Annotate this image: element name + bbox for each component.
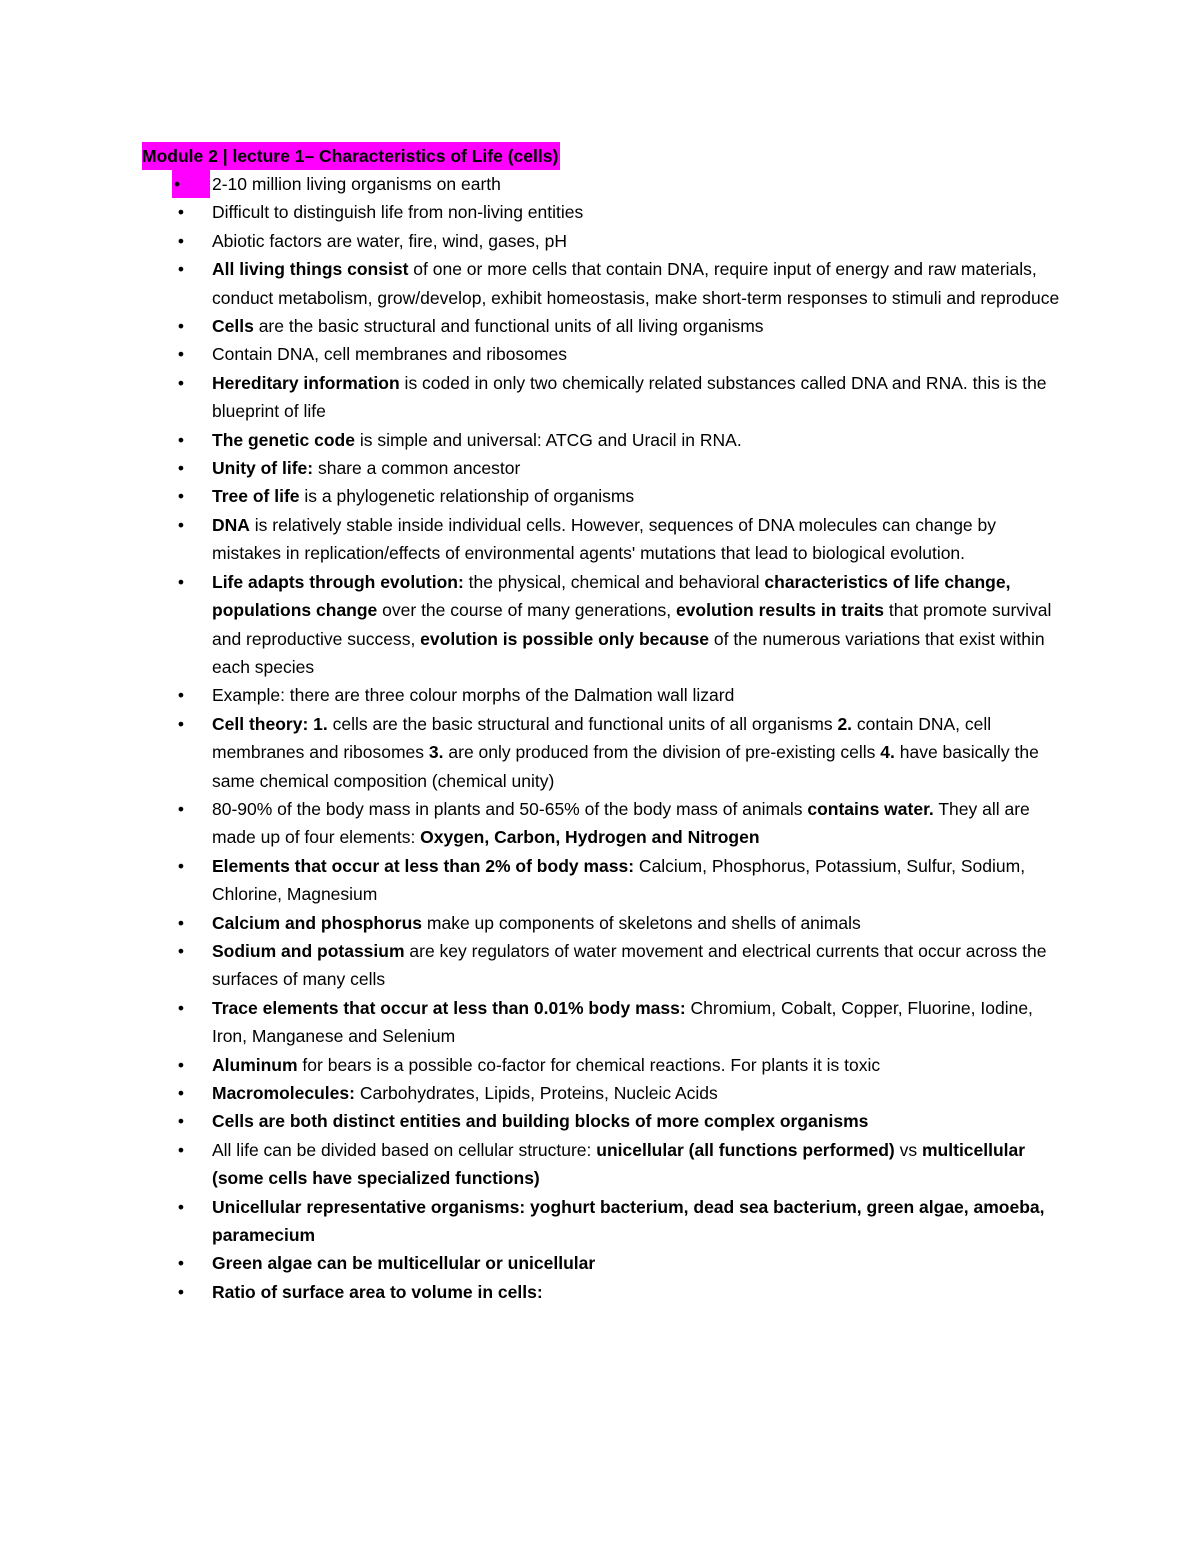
bold-text: multicellular (some cells have specialized functions) [212,1139,1026,1189]
list-item [142,170,1062,198]
list-item-text [212,941,1047,989]
text-segment: cells are the basic structural and functional units of all organisms [327,713,838,734]
text-segment: Contain DNA, cell membranes and ribosomes [212,344,568,365]
bold-text: Hereditary information [212,372,400,393]
list-item [142,795,1062,852]
text-segment: are the basic structural and functional units of all living organisms [253,316,764,337]
bold-text: Aluminum [212,1054,298,1075]
list-item [142,312,1062,340]
bullet-icon: • [177,1281,185,1302]
bullet-icon: • [177,316,185,337]
list-item [142,198,1062,226]
list-item [142,1136,1062,1193]
list-item [142,255,1062,312]
text-segment: Carbohydrates, Lipids, Proteins, Nucleic Acids [354,1083,718,1103]
list-item-text [212,856,1025,904]
text-segment: are key regulators of water movement and electrical currents that occur across the surfaces of many cells [212,940,1047,990]
bullet-icon: • [177,713,185,734]
list-item [142,340,1062,368]
list-item [142,568,1062,682]
bullet-icon: • [177,1253,185,1274]
list-item [142,454,1062,482]
bullet-icon: • [177,1196,185,1217]
list-item [142,681,1062,709]
text-segment: the physical, chemical and behavioral [463,571,765,592]
list-item [142,909,1062,937]
list-item-text [212,1140,1025,1188]
bold-text: Unicellular representative organisms: yoghurt bacterium, dead sea bacterium, green algae, amoeba, paramecium [212,1196,1045,1246]
list-item-text [212,231,567,251]
list-item-text [212,1282,543,1302]
bold-text: unicellular (all functions performed) [596,1139,895,1160]
list-item-text [212,202,583,222]
bold-text: Cell theory: 1. [212,713,328,734]
bold-text: Elements that occur at less than 2% of body mass: [212,855,635,876]
bullet-icon: • [177,798,185,819]
text-segment: 80-90% of the body mass in plants and 50-65% of the body mass of animals [212,798,808,819]
bold-text: contains water. [807,798,934,819]
bullet-icon: • [177,997,185,1018]
list-item-text [212,430,742,450]
bullet-icon: • [177,344,185,365]
list-item [142,1249,1062,1277]
bullet-icon: • [177,685,185,706]
text-segment: for bears is a possible co-factor for chemical reactions. For plants it is toxic [297,1054,881,1075]
list-item-text [212,685,734,705]
text-segment: Abiotic factors are water, fire, wind, gases, pH [212,230,568,251]
list-item-text [212,1111,868,1131]
bullet-icon: • [177,458,185,479]
list-item [142,1278,1062,1306]
bold-text: evolution results in traits [675,600,885,621]
text-segment: is a phylogenetic relationship of organisms [299,486,635,507]
text-segment: They all are made up of four elements: [212,798,1030,848]
list-item [142,1079,1062,1107]
list-item-text [212,316,764,336]
list-item-text [212,458,520,478]
bold-text: Sodium and potassium [212,940,405,961]
list-item-text [212,259,1059,307]
bold-text: Green algae can be multicellular or unicellular [212,1253,596,1274]
list-item-text [212,998,1033,1046]
list-item [142,369,1062,426]
text-segment: over the course of many generations, [377,600,676,621]
list-item [142,1193,1062,1250]
bullet-icon: • [177,514,185,535]
bullet-icon: • [177,855,185,876]
list-item [142,994,1062,1051]
bullet-icon: • [172,170,210,198]
bullet-icon: • [177,1139,185,1160]
bullet-icon: • [177,230,185,251]
bold-text: Life adapts through evolution: [212,571,464,592]
list-item-text [212,486,634,506]
bullet-icon: • [177,372,185,393]
bold-text: 4. [880,742,895,763]
text-segment: of the numerous variations that exist within each species [212,628,1045,677]
text-segment: Difficult to distinguish life from non-living entities [212,202,584,223]
list-item-text [212,1083,718,1103]
list-item-text [212,572,1051,677]
bullet-icon: • [177,1054,185,1075]
text-segment: is coded in only two chemically related substances called DNA and RNA. this is the blueprint of life [212,372,1047,422]
text-segment: vs [894,1139,922,1160]
list-item-text [212,344,567,364]
text-segment: 2-10 million living organisms on earth [212,174,501,194]
list-item [142,710,1062,795]
text-segment: of one or more cells that contain DNA, require input of energy and raw materials, conduct metabolism, grow/develop, exhibit homeostasis, make short-term responses to stimuli and reproduce [212,259,1060,308]
list-item [142,1107,1062,1135]
bold-text: Tree of life [212,486,300,507]
list-item-text [212,1055,880,1075]
text-segment: contain DNA, cell membranes and ribosomes [212,713,992,763]
bold-text: Trace elements that occur at less than 0.01% body mass: [212,997,686,1018]
bullet-icon: • [177,202,185,223]
bold-text: Cells [212,316,254,337]
list-item-text [212,373,1047,421]
list-item [142,227,1062,255]
bold-text: evolution is possible only because [420,628,709,649]
bold-text: DNA [212,514,250,535]
text-segment: Chromium, Cobalt, Copper, Fluorine, Iodine, Iron, Manganese and Selenium [212,997,1033,1047]
list-item [142,852,1062,909]
bold-text: Unity of life: [212,458,314,479]
list-item-text [212,515,996,563]
bold-text: Ratio of surface area to volume in cells: [212,1281,543,1302]
bold-text: Cells are both distinct entities and building blocks of more complex organisms [212,1111,869,1132]
list-item-text [212,1253,595,1273]
bold-text: Oxygen, Carbon, Hydrogen and Nitrogen [420,827,760,848]
bullet-icon: • [177,1111,185,1132]
bullet-icon: • [177,1083,185,1103]
bold-text: Calcium and phosphorus [212,912,423,933]
bullet-icon: • [177,940,185,961]
text-segment: are only produced from the division of pre-existing cells [443,742,881,763]
bullet-icon: • [177,486,185,507]
list-item [142,1051,1062,1079]
text-segment: share a common ancestor [313,458,521,479]
text-segment: have basically the same chemical composition (chemical unity) [212,742,1039,791]
bold-text: 2. [837,713,853,734]
lecture-notes [142,142,1062,1306]
text-segment: is simple and universal: ATCG and Uracil in RNA. [354,429,742,450]
text-segment: Example: there are three colour morphs of the Dalmation wall lizard [212,685,735,706]
page-title: Module 2 | lecture 1– Characteristics of Life (cells) [142,142,560,170]
list-item-text [212,799,1030,847]
bullet-icon: • [177,259,185,280]
list-item-text [212,714,1039,791]
list-item [142,426,1062,454]
bold-text: 3. [428,742,444,763]
text-segment: that promote survival and reproductive success, [212,600,1052,649]
text-segment: make up components of skeletons and shells of animals [422,912,861,933]
list-item [142,937,1062,994]
list-item [142,482,1062,510]
text-segment: is relatively stable inside individual cells. However, sequences of DNA molecules can change by mistakes in replication/effects of environmental agents' mutations that lead to biological evolution. [212,514,997,564]
bullet-icon: • [177,571,185,592]
text-segment: Calcium, Phosphorus, Potassium, Sulfur, Sodium, Chlorine, Magnesium [212,855,1026,905]
notes-list [142,170,1062,1306]
bold-text: characteristics of life change, populations change [212,571,1011,621]
bullet-icon: • [177,912,185,933]
bold-text: All living things consist [212,259,409,280]
list-item-text [212,174,501,194]
bold-text: The genetic code [212,429,355,450]
bold-text: Macromolecules: [212,1083,355,1103]
list-item [142,511,1062,568]
list-item-text [212,913,861,933]
list-item-text [212,1197,1045,1245]
text-segment: All life can be divided based on cellular structure: [212,1139,597,1160]
bullet-icon: • [177,429,185,450]
